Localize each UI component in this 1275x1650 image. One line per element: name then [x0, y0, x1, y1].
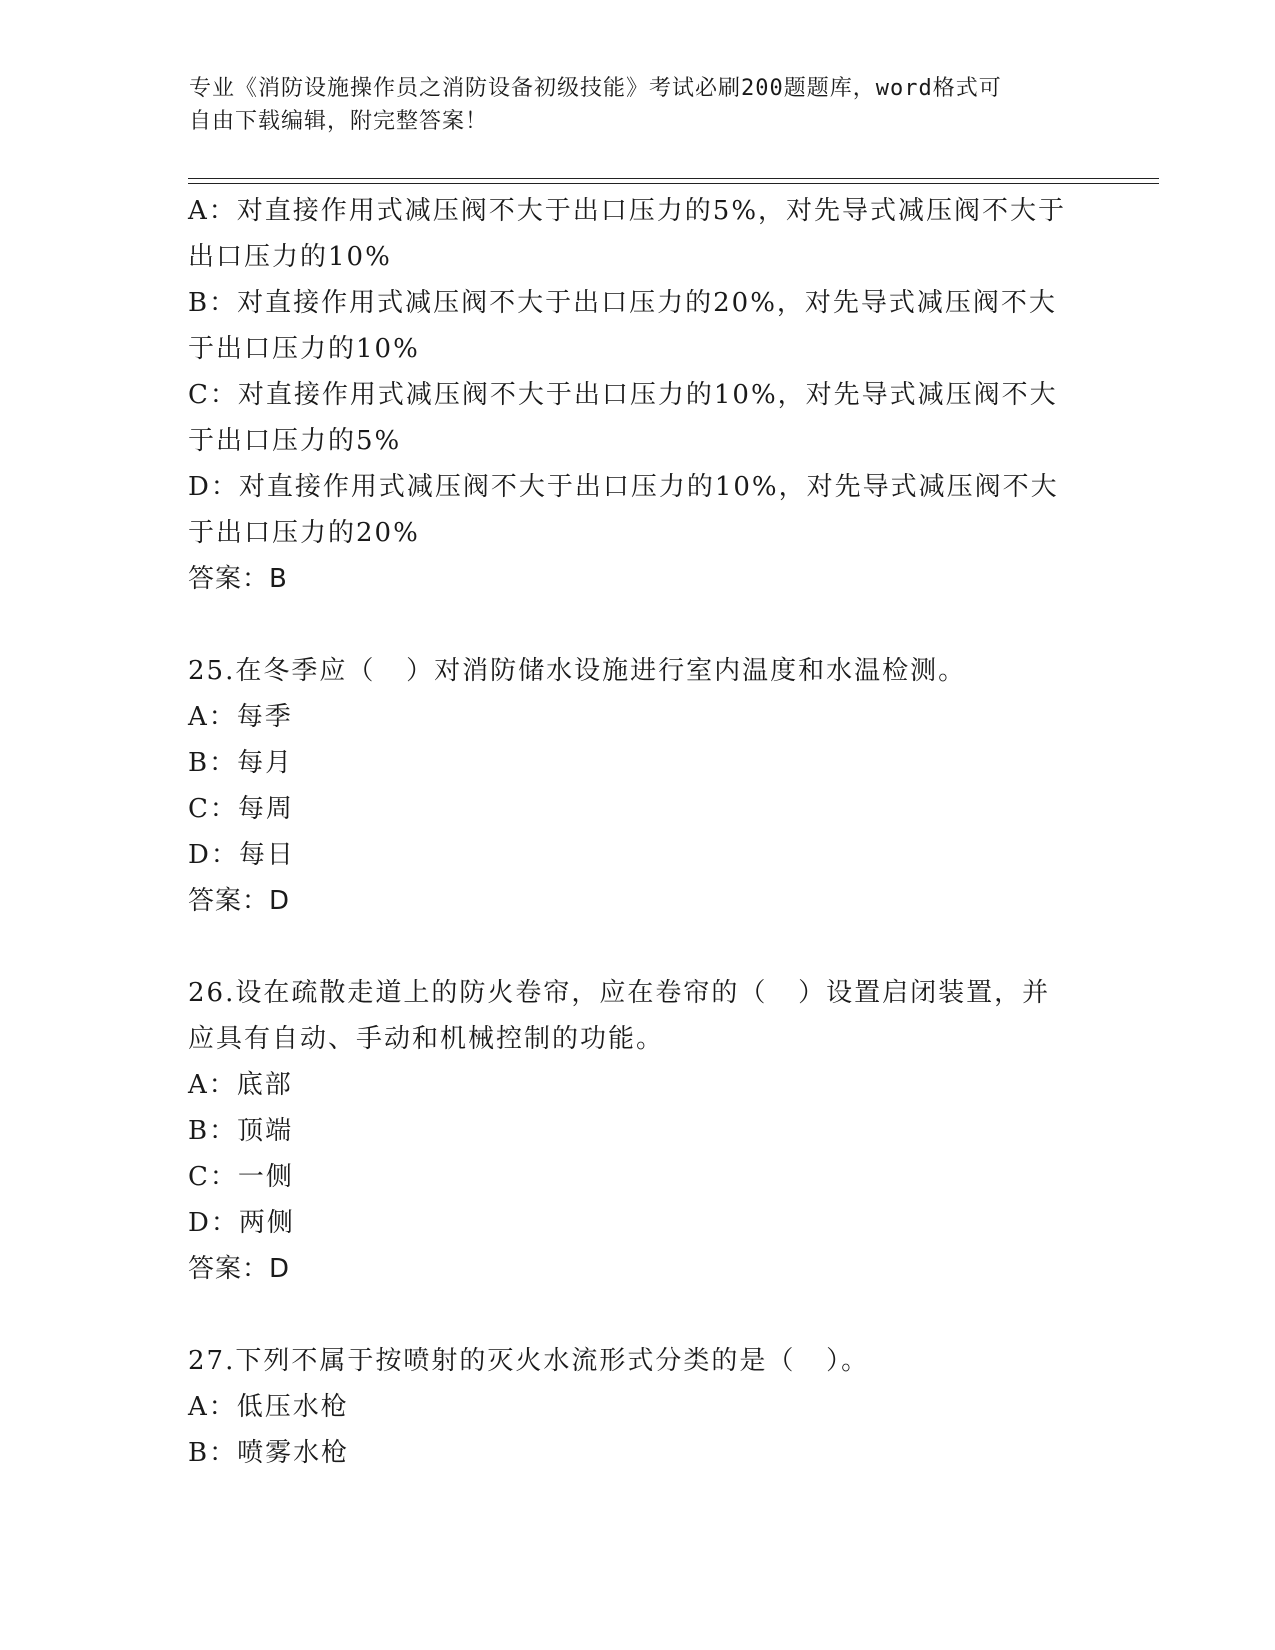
option-b: B：顶端: [188, 1116, 294, 1146]
question-27: [188, 1338, 1088, 1476]
header-divider-bottom: [188, 183, 1159, 184]
question-stem: 25.在冬季应（ ）对消防储水设施进行室内温度和水温检测。: [188, 656, 967, 686]
option-b-line-2: 于出口压力的10%: [188, 334, 420, 364]
option-b: B：喷雾水枪: [188, 1438, 350, 1468]
document-header: [189, 72, 1089, 138]
option-d-line-1: D：对直接作用式减压阀不大于出口压力的10%，对先导式减压阀不大: [188, 472, 1059, 502]
option-b: B：每月: [188, 748, 294, 778]
question-25: [188, 648, 1088, 924]
spacer: [188, 924, 1088, 970]
option-a: A：低压水枪: [188, 1392, 349, 1422]
answer-line: 答案：D: [188, 1254, 291, 1284]
option-c: C：一侧: [188, 1162, 294, 1192]
question-stem-line-1: 26.设在疏散走道上的防火卷帘，应在卷帘的（ ）设置启闭装置，并: [188, 978, 1051, 1008]
option-a: A：底部: [188, 1070, 293, 1100]
question-content: [188, 188, 1088, 1476]
option-b-line-1: B：对直接作用式减压阀不大于出口压力的20%，对先导式减压阀不大: [188, 288, 1057, 318]
spacer: [188, 602, 1088, 648]
question-24-options: [188, 188, 1088, 602]
option-d: D：两侧: [188, 1208, 295, 1238]
option-d-line-2: 于出口压力的20%: [188, 518, 420, 548]
header-title-line-2: 自由下载编辑，附完整答案！: [189, 109, 489, 134]
option-d: D：每日: [188, 840, 295, 870]
option-a-line-2: 出口压力的10%: [188, 242, 392, 272]
header-divider-top: [188, 178, 1159, 179]
question-stem-line-2: 应具有自动、手动和机械控制的功能。: [188, 1024, 665, 1054]
spacer: [188, 1292, 1088, 1338]
header-title-line-1: 专业《消防设施操作员之消防设备初级技能》考试必刷200题题库，word格式可: [189, 76, 1002, 101]
answer-line: 答案：B: [188, 564, 288, 594]
answer-line: 答案：D: [188, 886, 291, 916]
option-a-line-1: A：对直接作用式减压阀不大于出口压力的5%，对先导式减压阀不大于: [188, 196, 1067, 226]
option-c-line-2: 于出口压力的5%: [188, 426, 402, 456]
option-a: A：每季: [188, 702, 293, 732]
option-c: C：每周: [188, 794, 294, 824]
question-stem: 27.下列不属于按喷射的灭火水流形式分类的是（ ）。: [188, 1346, 870, 1376]
question-26: [188, 970, 1088, 1292]
option-c-line-1: C：对直接作用式减压阀不大于出口压力的10%，对先导式减压阀不大: [188, 380, 1058, 410]
